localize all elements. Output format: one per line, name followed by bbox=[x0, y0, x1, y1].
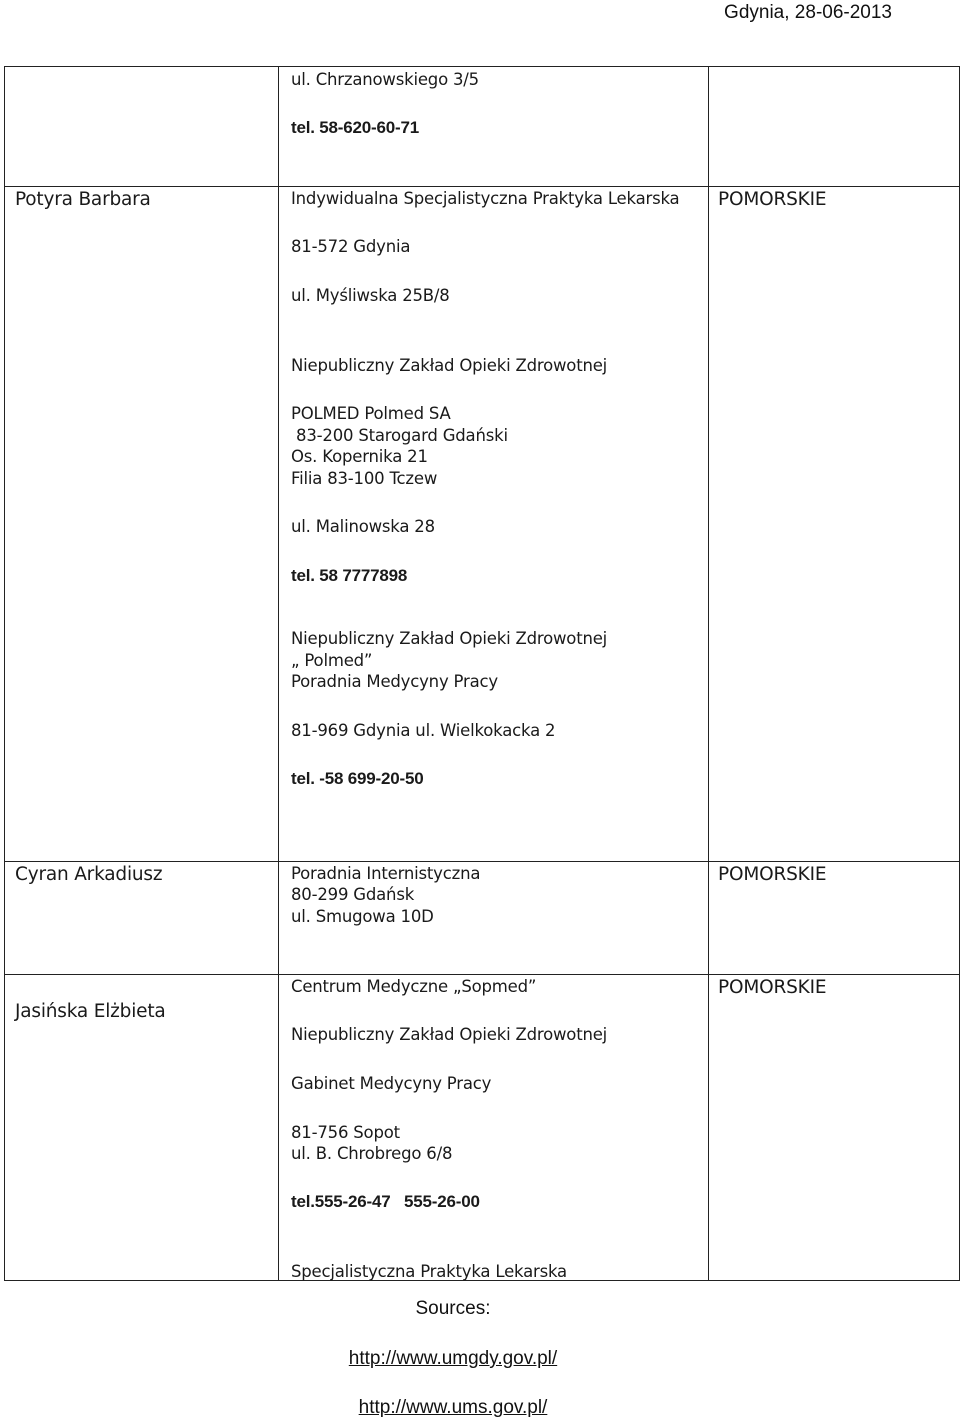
detail-line: 80-299 Gdańsk bbox=[291, 885, 415, 904]
person-name: Jasińska Elżbieta bbox=[15, 1001, 166, 1022]
detail-line: Niepubliczny Zakład Opieki Zdrowotnej bbox=[291, 629, 608, 648]
detail-line: Os. Kopernika 21 bbox=[291, 447, 428, 466]
detail-line: Poradnia Medycyny Pracy bbox=[291, 672, 498, 691]
detail-line: „ Polmed” bbox=[291, 651, 373, 670]
detail-line: ul. Smugowa 10D bbox=[291, 907, 434, 926]
table-row bbox=[5, 67, 960, 187]
region-cell bbox=[709, 862, 960, 975]
detail-line: Indywidualna Specjalistyczna Praktyka Lekarska bbox=[291, 189, 680, 208]
person-name: Cyran Arkadiusz bbox=[15, 864, 163, 885]
document-date: Gdynia, 28-06-2013 bbox=[724, 2, 892, 23]
region-cell bbox=[709, 975, 960, 1281]
phone-line: tel. 58-620-60-71 bbox=[291, 118, 419, 137]
providers-table bbox=[4, 66, 960, 1281]
address-line: ul. Chrzanowskiego 3/5 bbox=[291, 70, 479, 89]
details-cell bbox=[279, 67, 709, 187]
region-label: POMORSKIE bbox=[718, 864, 827, 885]
region-cell bbox=[709, 67, 960, 187]
details-cell bbox=[279, 975, 709, 1281]
phone-line: tel. -58 699-20-50 bbox=[291, 769, 424, 788]
detail-line: 81-756 Sopot bbox=[291, 1123, 400, 1142]
source-link[interactable]: http://www.umgdy.gov.pl/ bbox=[348, 1348, 558, 1369]
details-cell bbox=[279, 187, 709, 862]
detail-line: Niepubliczny Zakład Opieki Zdrowotnej bbox=[291, 1025, 608, 1044]
detail-line: Gabinet Medycyny Pracy bbox=[291, 1074, 492, 1093]
person-name: Potyra Barbara bbox=[15, 189, 151, 210]
name-cell bbox=[5, 67, 279, 187]
source-link-umgdy bbox=[0, 1348, 906, 1370]
detail-line: Filia 83-100 Tczew bbox=[291, 469, 438, 488]
source-link-ums bbox=[0, 1397, 906, 1419]
detail-line: 81-969 Gdynia ul. Wielkokacka 2 bbox=[291, 721, 556, 740]
region-label: POMORSKIE bbox=[718, 189, 827, 210]
table-row bbox=[5, 862, 960, 975]
detail-line: ul. Malinowska 28 bbox=[291, 517, 435, 536]
detail-line: ul. Myśliwska 25B/8 bbox=[291, 286, 450, 305]
detail-line: POLMED Polmed SA bbox=[291, 404, 451, 423]
region-label: POMORSKIE bbox=[718, 977, 827, 998]
phone-line: tel.555-26-47 555-26-00 bbox=[291, 1192, 480, 1211]
detail-line: Poradnia Internistyczna bbox=[291, 864, 481, 883]
region-cell bbox=[709, 187, 960, 862]
detail-line: 83-200 Starogard Gdański bbox=[291, 426, 508, 445]
detail-line: Niepubliczny Zakład Opieki Zdrowotnej bbox=[291, 356, 608, 375]
detail-line: ul. B. Chrobrego 6/8 bbox=[291, 1144, 453, 1163]
detail-line: Centrum Medyczne „Sopmed” bbox=[291, 977, 537, 996]
sources-label: Sources: bbox=[415, 1298, 491, 1319]
phone-line: tel. 58 7777898 bbox=[291, 566, 408, 585]
table-row bbox=[5, 975, 960, 1281]
table-row bbox=[5, 187, 960, 862]
detail-line: Specjalistyczna Praktyka Lekarska bbox=[291, 1262, 567, 1281]
name-cell bbox=[5, 187, 279, 862]
name-cell bbox=[5, 975, 279, 1281]
detail-line: 81-572 Gdynia bbox=[291, 237, 411, 256]
details-cell bbox=[279, 862, 709, 975]
source-link[interactable]: http://www.ums.gov.pl/ bbox=[358, 1397, 548, 1418]
name-cell bbox=[5, 862, 279, 975]
